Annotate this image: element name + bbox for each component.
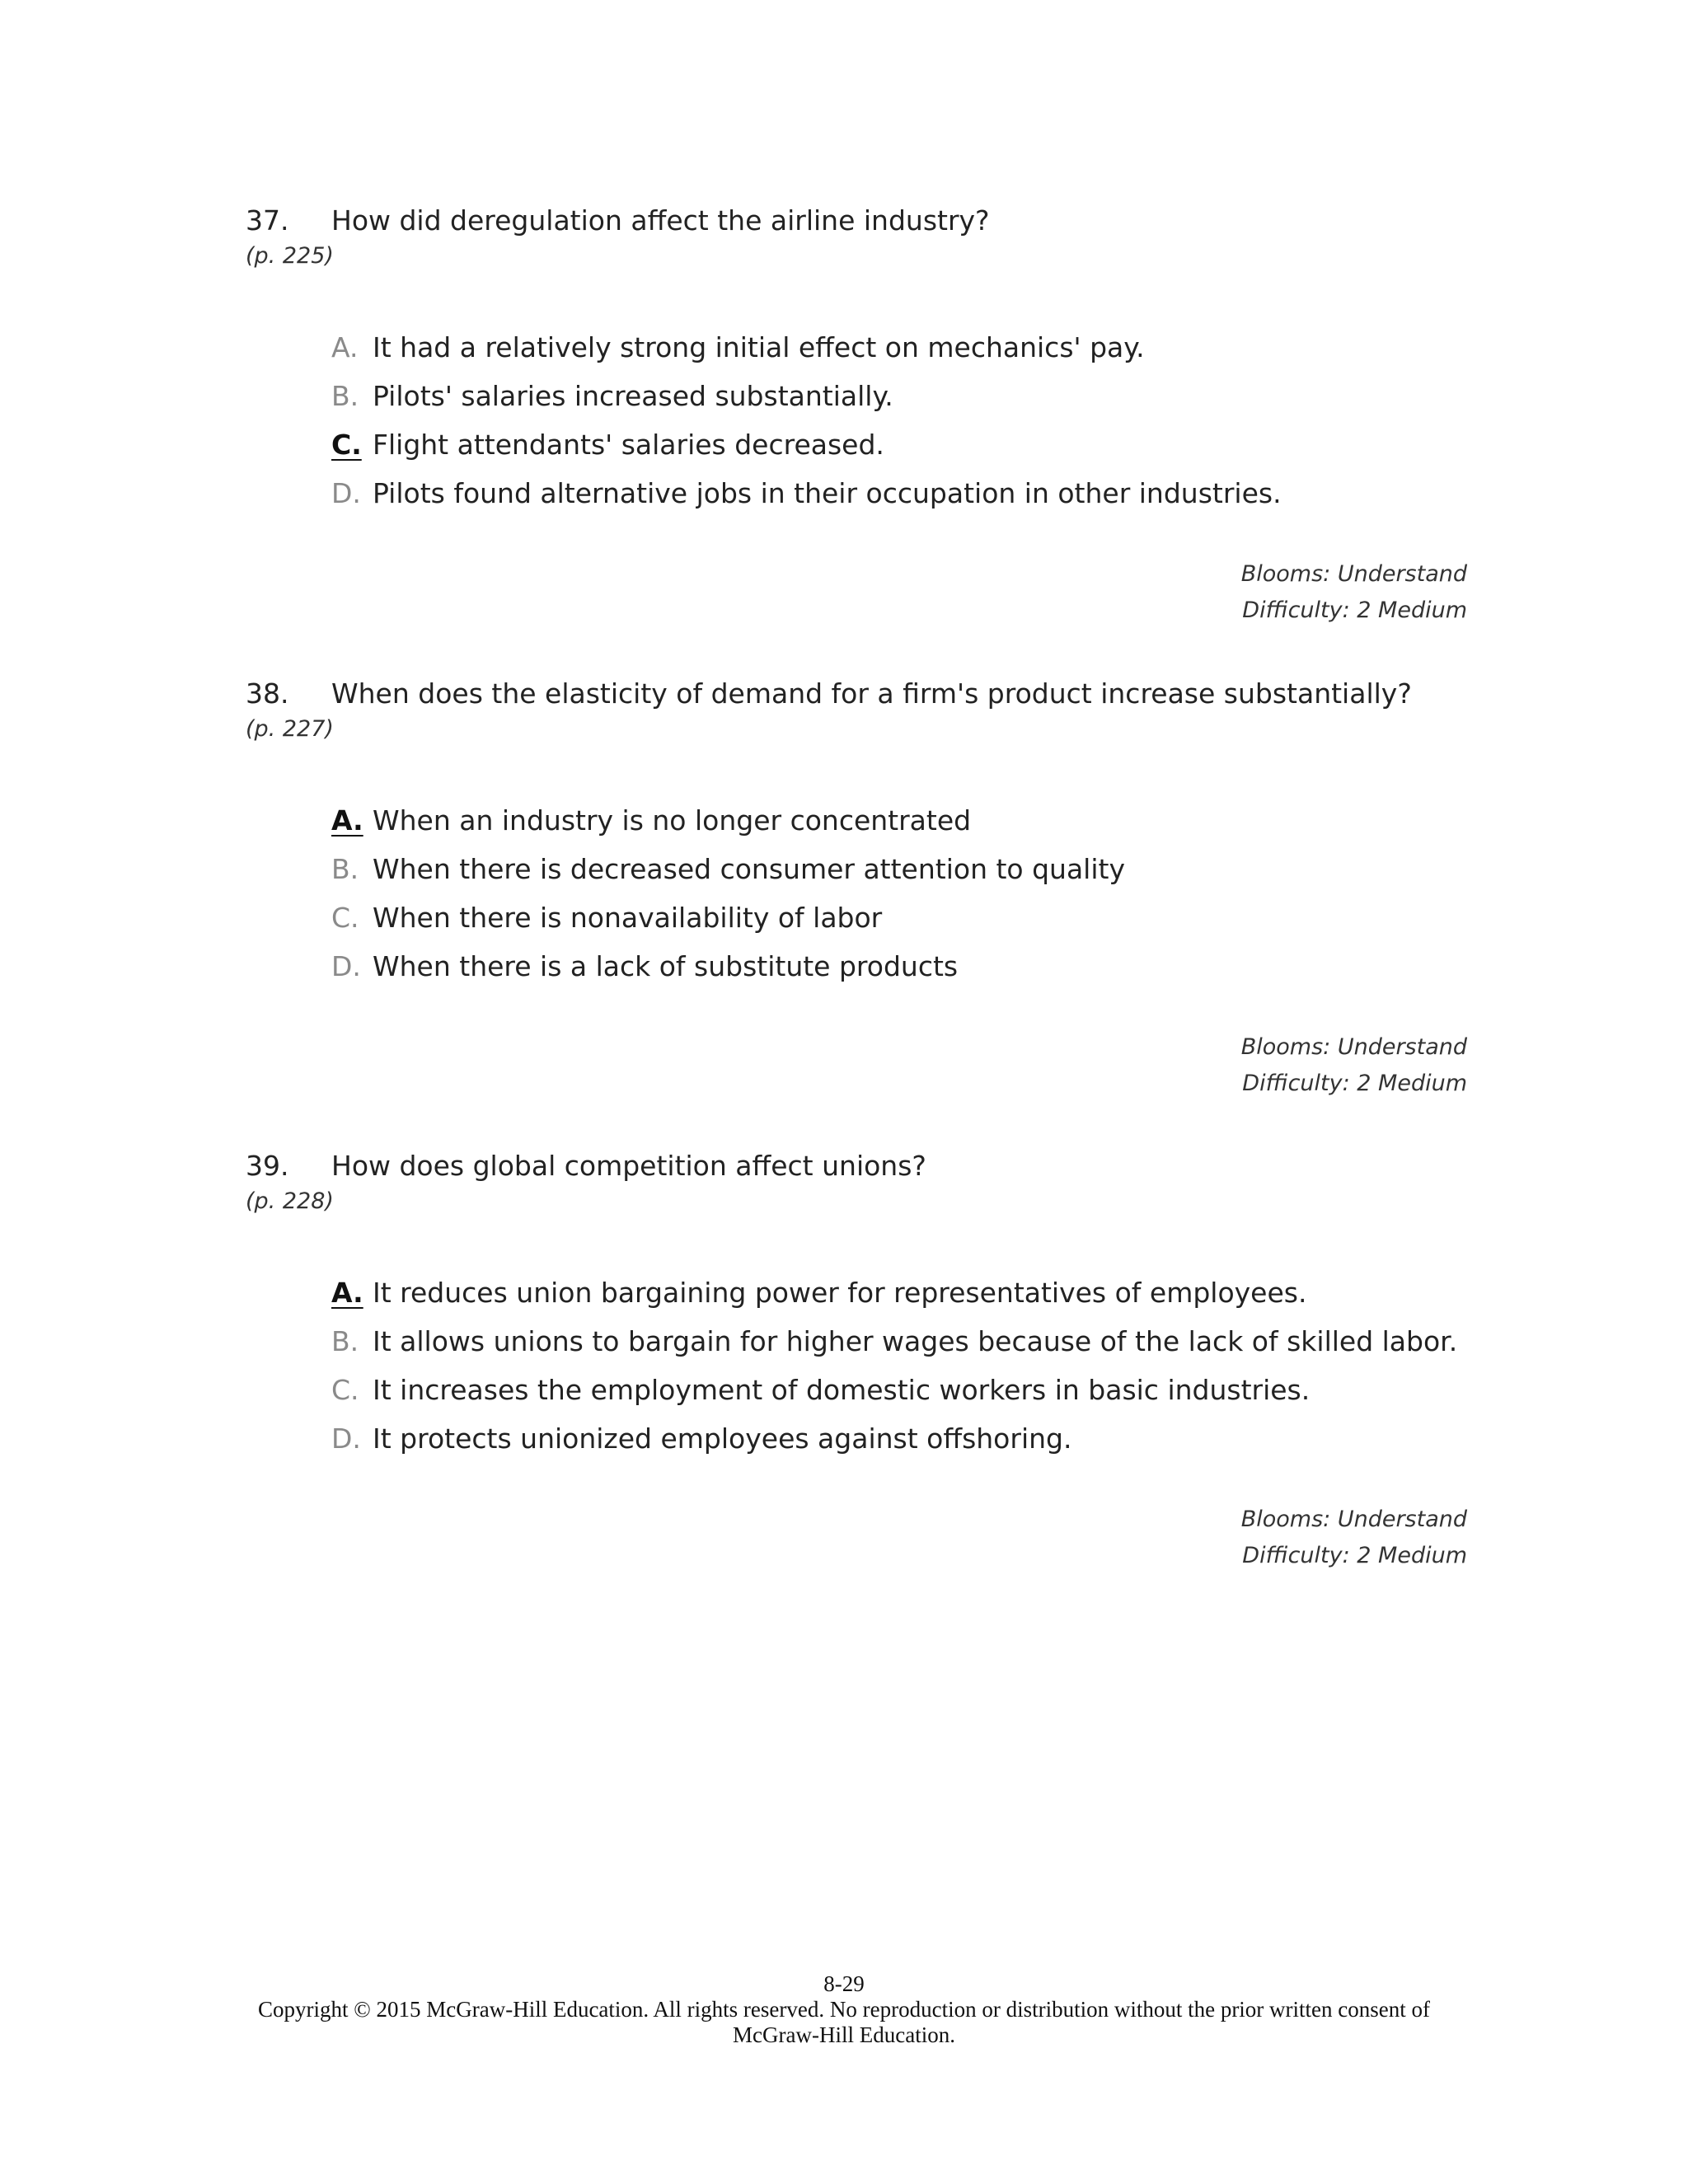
option-text: When there is nonavailability of labor <box>373 902 883 934</box>
option-text: It increases the employment of domestic workers in basic industries. <box>373 1374 1311 1406</box>
difficulty-level: Difficulty: 2 Medium <box>1242 1071 1467 1096</box>
option-c-correct <box>331 429 884 462</box>
option-text: When there is a lack of substitute products <box>373 950 959 982</box>
option-b <box>331 1325 1457 1358</box>
option-c <box>331 1374 1310 1407</box>
option-letter: D. <box>331 950 361 982</box>
page-number: 8-29 <box>823 1971 865 1996</box>
question-text: How did deregulation affect the airline industry? <box>331 204 990 237</box>
blooms-level: Blooms: Understand <box>1240 1507 1467 1532</box>
question-text: How does global competition affect unions? <box>331 1150 926 1182</box>
option-letter: C. <box>331 902 359 934</box>
option-letter: B. <box>331 853 359 885</box>
copyright-line-2: McGraw-Hill Education. <box>733 2022 955 2047</box>
option-b <box>331 853 1125 886</box>
correct-option-letter: A. <box>331 1277 363 1309</box>
option-letter: C. <box>331 1374 359 1406</box>
option-a <box>331 331 1145 364</box>
option-text: Flight attendants' salaries decreased. <box>373 429 884 461</box>
copyright-line-1: Copyright © 2015 McGraw-Hill Education. All rights reserved. No reproduction or distribution without the prior written consent of <box>257 1997 1430 2022</box>
option-text: It had a relatively strong initial effect on mechanics' pay. <box>373 331 1145 363</box>
question-number: 37. <box>246 204 289 237</box>
question-number: 39. <box>246 1150 289 1182</box>
page-reference: (p. 228) <box>246 1188 334 1214</box>
option-text: It reduces union bargaining power for representatives of employees. <box>373 1277 1307 1309</box>
page-reference: (p. 225) <box>246 243 334 269</box>
option-letter: D. <box>331 1422 361 1455</box>
option-b <box>331 380 893 413</box>
option-letter: D. <box>331 477 361 509</box>
page-reference: (p. 227) <box>246 716 334 742</box>
option-text: Pilots' salaries increased substantially. <box>373 380 893 412</box>
page-footer <box>0 1971 1688 2048</box>
option-text: It protects unionized employees against offshoring. <box>373 1422 1072 1455</box>
question-number: 38. <box>246 677 289 710</box>
correct-option-letter: A. <box>331 804 363 837</box>
option-a-correct <box>331 1277 1306 1310</box>
correct-option-letter: C. <box>331 429 362 461</box>
blooms-level: Blooms: Understand <box>1240 561 1467 587</box>
option-text: When there is decreased consumer attention to quality <box>373 853 1125 885</box>
question-text: When does the elasticity of demand for a firm's product increase substantially? <box>331 677 1412 710</box>
option-d <box>331 1422 1071 1455</box>
option-d <box>331 477 1282 510</box>
option-c <box>331 902 882 935</box>
option-letter: B. <box>331 1325 359 1357</box>
option-a-correct <box>331 804 971 837</box>
option-text: Pilots found alternative jobs in their occupation in other industries. <box>373 477 1282 509</box>
difficulty-level: Difficulty: 2 Medium <box>1242 1543 1467 1568</box>
option-text: It allows unions to bargain for higher wages because of the lack of skilled labor. <box>373 1325 1458 1357</box>
option-d <box>331 950 958 983</box>
option-letter: B. <box>331 380 359 412</box>
option-text: When an industry is no longer concentrated <box>373 804 972 837</box>
blooms-level: Blooms: Understand <box>1240 1034 1467 1060</box>
option-letter: A. <box>331 331 359 363</box>
difficulty-level: Difficulty: 2 Medium <box>1242 598 1467 623</box>
